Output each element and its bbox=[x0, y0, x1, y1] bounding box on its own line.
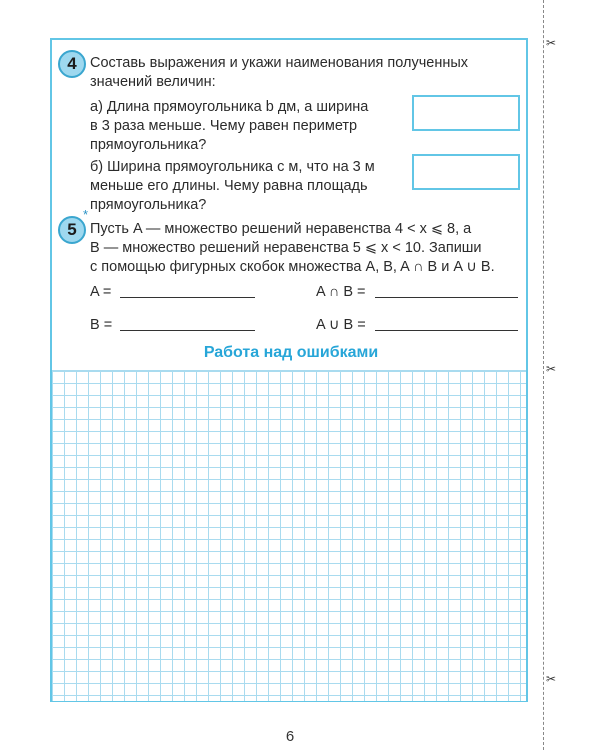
task-4b-line2: меньше его длины. Чему равна площадь bbox=[90, 178, 368, 194]
label-union: A ∪ B = bbox=[316, 317, 366, 333]
scissors-icon: ✂ bbox=[546, 362, 557, 376]
label-set-b: B = bbox=[90, 317, 113, 333]
answer-box-4a[interactable] bbox=[412, 95, 520, 131]
task-4b-line1: б) Ширина прямоугольника c м, что на 3 м bbox=[90, 159, 375, 175]
scissors-icon: ✂ bbox=[546, 672, 557, 686]
label-set-a: A = bbox=[90, 284, 112, 300]
task-4-intro-line1: Составь выражения и укажи наименования полученных bbox=[90, 55, 469, 71]
grid-workspace[interactable] bbox=[52, 370, 526, 701]
label-intersection: A ∩ B = bbox=[316, 284, 366, 300]
answer-line-union[interactable] bbox=[375, 330, 518, 331]
task-4-intro-line2: значений величин: bbox=[90, 74, 216, 90]
scissors-icon: ✂ bbox=[546, 36, 557, 50]
task-5-number: 5 bbox=[58, 216, 86, 244]
task-4-number: 4 bbox=[58, 50, 86, 78]
task-5-line1: Пусть A — множество решений неравенства 4 < x ⩽ 8, а bbox=[90, 221, 472, 237]
answer-box-4b[interactable] bbox=[412, 154, 520, 190]
task-5-line3: с помощью фигурных скобок множества A, B, A ∩ B и A ∪ B. bbox=[90, 259, 495, 275]
page-number: 6 bbox=[285, 728, 295, 745]
cut-line bbox=[543, 0, 544, 750]
task-5-line2: B — множество решений неравенства 5 ⩽ x < 10. Запиши bbox=[90, 240, 482, 256]
answer-line-intersection[interactable] bbox=[375, 297, 518, 298]
worksheet-frame bbox=[50, 38, 528, 702]
task-4a-line1: а) Длина прямоугольника b дм, а ширина bbox=[90, 99, 369, 115]
task-4b-line3: прямоугольника? bbox=[90, 197, 207, 213]
errors-heading: Работа над ошибками bbox=[203, 344, 379, 361]
task-4a-line3: прямоугольника? bbox=[90, 137, 207, 153]
star-icon: * bbox=[83, 207, 89, 222]
answer-line-a[interactable] bbox=[120, 297, 255, 298]
answer-line-b[interactable] bbox=[120, 330, 255, 331]
task-4a-line2: в 3 раза меньше. Чему равен периметр bbox=[90, 118, 358, 134]
